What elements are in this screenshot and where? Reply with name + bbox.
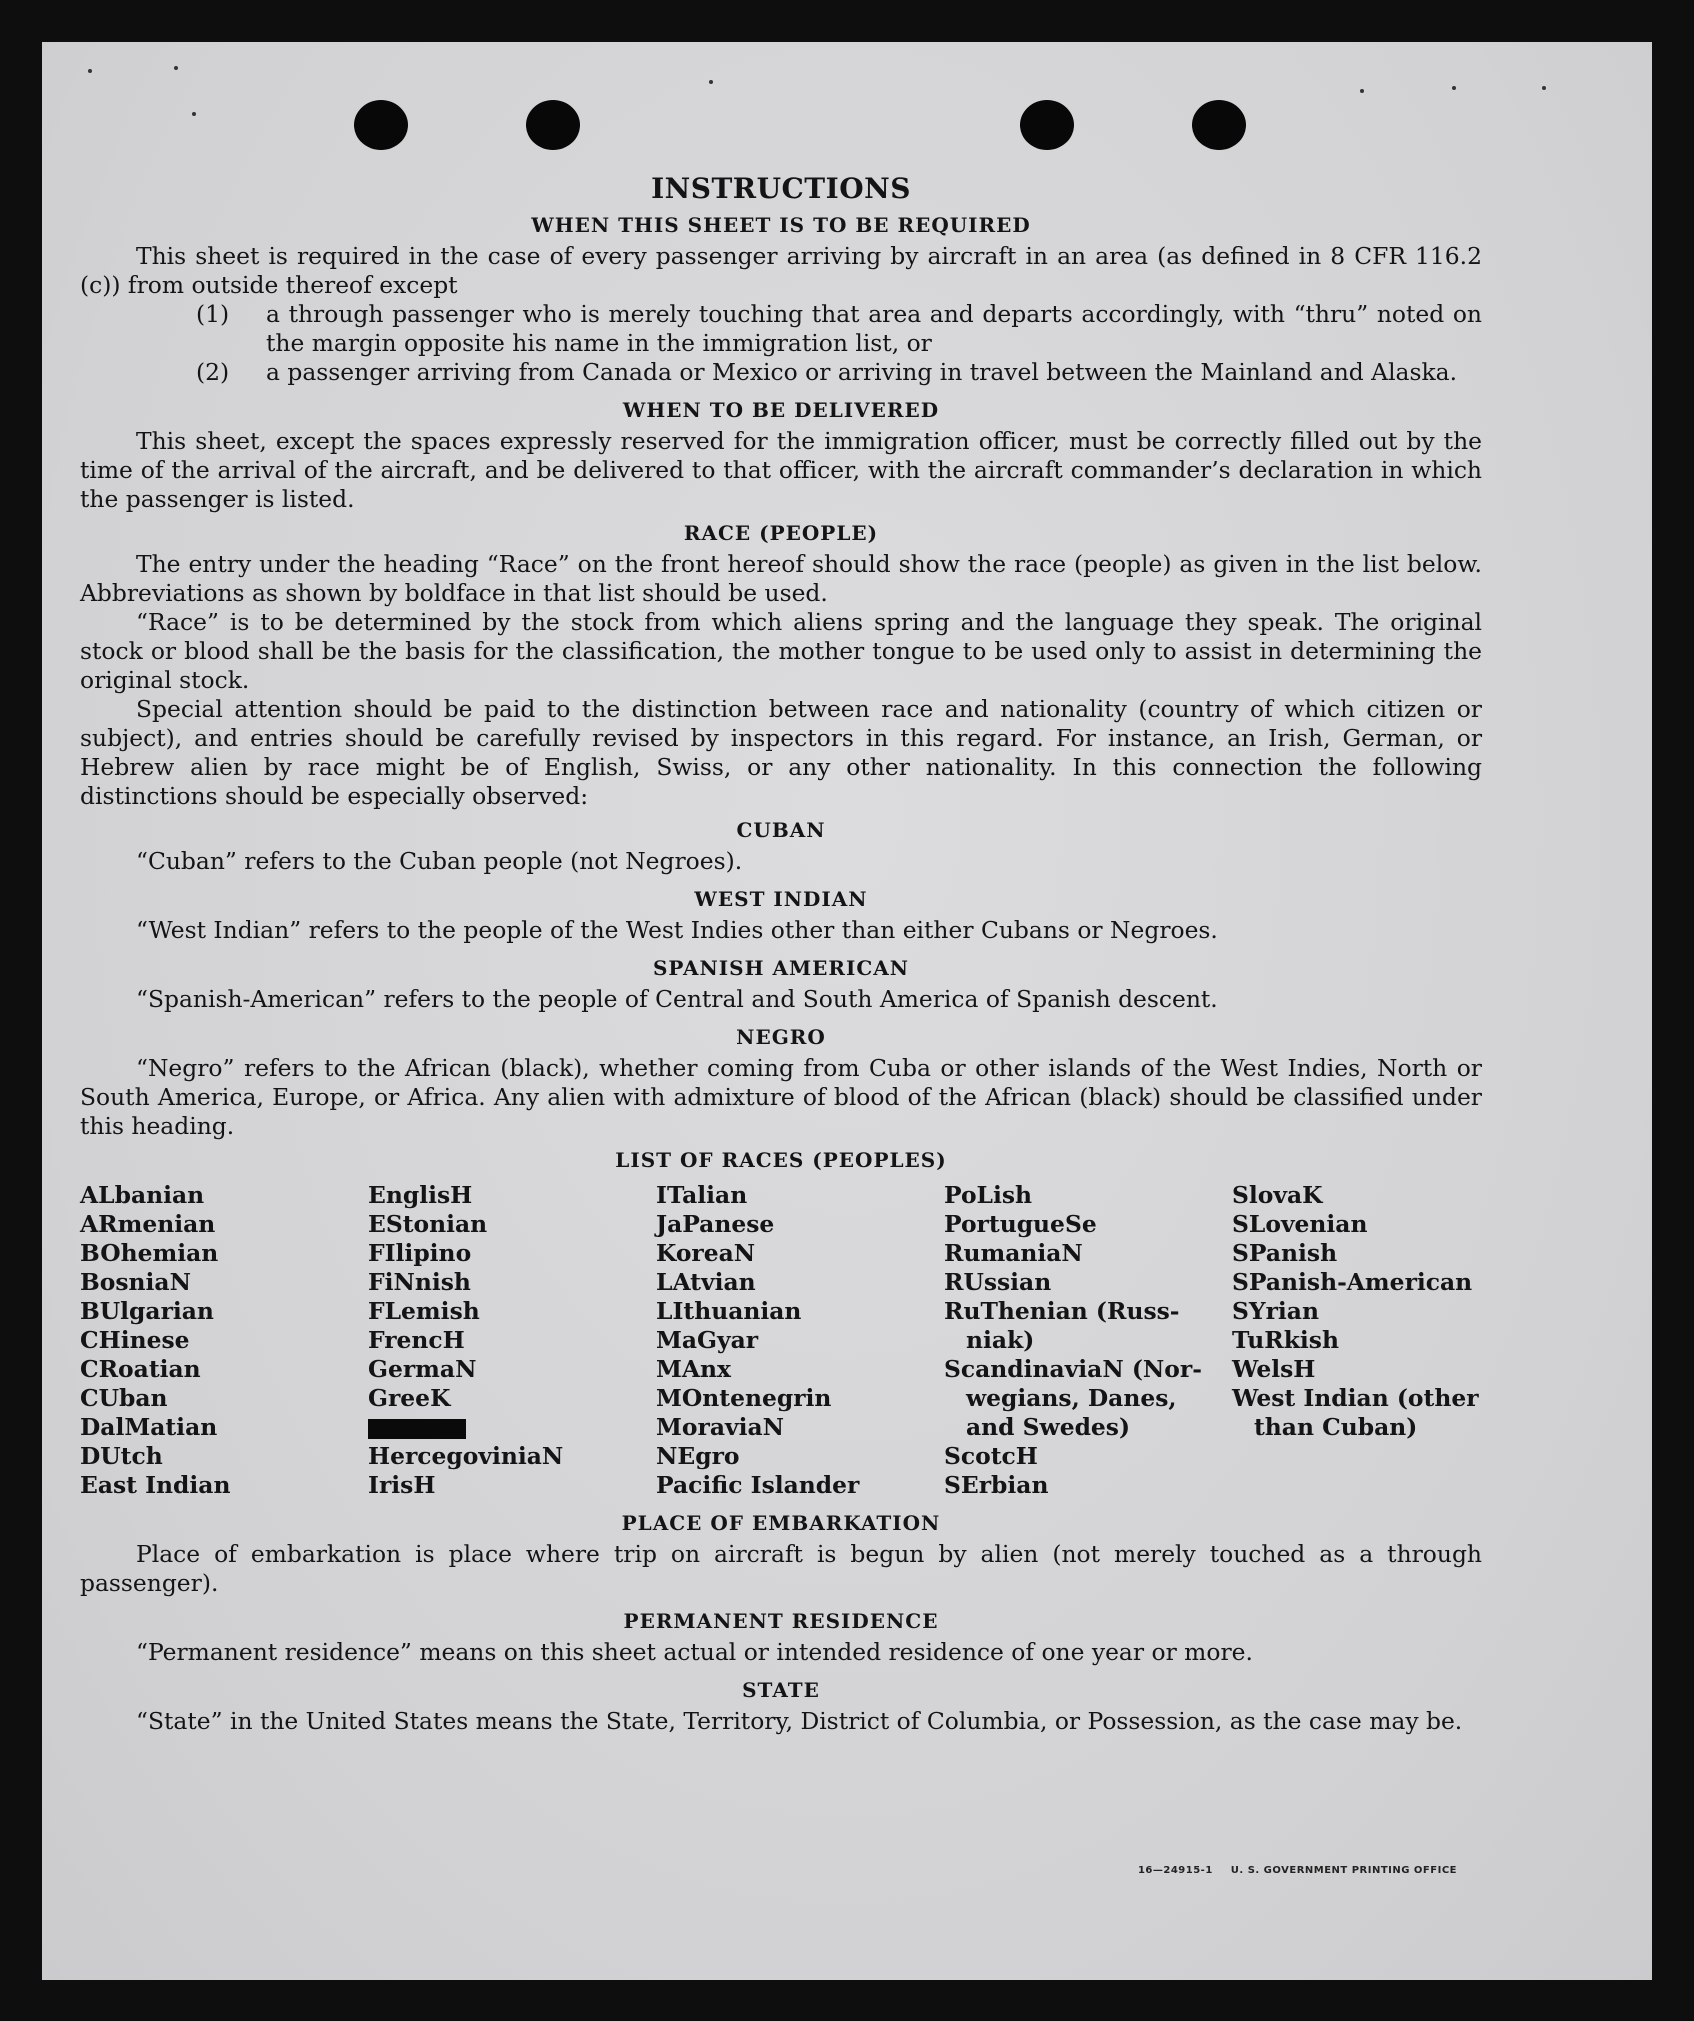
residence-text: “Permanent residence” means on this sheet actual or intended residence of one year or more. (136, 1638, 1253, 1666)
race-entry: LIthuanian (656, 1297, 802, 1325)
heading-required: WHEN THIS SHEET IS TO BE REQUIRED (531, 213, 1031, 237)
race-entry: CRoatian (80, 1355, 201, 1383)
printer-imprint: U. S. GOVERNMENT PRINTING OFFICE (1230, 1865, 1457, 1876)
race-paragraph: “Race” is to be determined by the stock from which aliens spring and the language they speak. The original stock or blood shall be the basis for the classification, the mother tongue to be used only to assist in determining the original stock. (80, 608, 1482, 694)
race-entry: ScandinaviaN (Nor- (944, 1355, 1202, 1383)
punch-hole (526, 100, 580, 150)
race-entry: SErbian (944, 1471, 1049, 1499)
document-sheet (42, 42, 1652, 1980)
redacted-entry (368, 1413, 656, 1442)
heading-list-of-races: LIST OF RACES (PEOPLES) (615, 1148, 947, 1172)
race-paragraph: The entry under the heading “Race” on the front hereof should show the race (people) as given in the list below. Abbreviations as shown by boldface in that list should be used. (80, 550, 1482, 607)
embarkation-text: Place of embarkation is place where trip on aircraft is begun by alien (not merely touched as a through passenger). (80, 1540, 1482, 1597)
cuban-text: “Cuban” refers to the Cuban people (not Negroes). (136, 847, 743, 875)
races-column (944, 1181, 1232, 1500)
race-entry: PoLish (944, 1181, 1033, 1209)
race-entry: FIlipino (368, 1239, 472, 1267)
punch-hole (1192, 100, 1246, 150)
races-column (656, 1181, 944, 1500)
race-entry: KoreaN (656, 1239, 756, 1267)
printer-footer (1120, 1865, 1457, 1876)
races-list (80, 1181, 1482, 1500)
race-entry: BUlgarian (80, 1297, 214, 1325)
race-entry: PortugueSe (944, 1210, 1097, 1238)
race-entry: GreeK (368, 1384, 451, 1412)
race-entry: ALbanian (80, 1181, 205, 1209)
race-entry: JaPanese (656, 1210, 775, 1238)
state-text: “State” in the United States means the State, Territory, District of Columbia, or Possession, as the case may be. (136, 1707, 1463, 1735)
race-entry-continued: wegians, Danes, (966, 1384, 1177, 1412)
speck (1360, 89, 1364, 93)
race-entry: FiNnish (368, 1268, 471, 1296)
heading-embarkation: PLACE OF EMBARKATION (621, 1511, 941, 1535)
race-entry: EStonian (368, 1210, 488, 1238)
race-entry: HercegoviniaN (368, 1442, 564, 1470)
heading-west-indian: WEST INDIAN (694, 887, 868, 911)
item-number: (2) (196, 358, 230, 386)
races-column (80, 1181, 368, 1500)
race-entry: FLemish (368, 1297, 480, 1325)
heading-state: STATE (742, 1678, 820, 1702)
race-entry: SPanish (1232, 1239, 1338, 1267)
item-text: a through passenger who is merely touching that area and departs accordingly, with “thru” noted on the margin opposite his name in the immigration list, or (266, 300, 1482, 357)
punch-hole (1020, 100, 1074, 150)
speck (1452, 86, 1456, 90)
heading-spanish-american: SPANISH AMERICAN (652, 956, 910, 980)
race-entry: LAtvian (656, 1268, 756, 1296)
race-entry: RuThenian (Russ- (944, 1297, 1180, 1325)
race-paragraph: Special attention should be paid to the distinction between race and nationality (country of which citizen or subject), and entries should be carefully revised by inspectors in this regard. For instance, an Irish, German, or Hebrew alien by race might be of English, Swiss, or any other nationality. In this connection the following distinctions should be especially observed: (80, 695, 1482, 810)
race-entry: MAnx (656, 1355, 731, 1383)
speck (88, 69, 92, 73)
race-entry: RumaniaN (944, 1239, 1083, 1267)
race-entry: GermaN (368, 1355, 477, 1383)
races-column (1232, 1181, 1520, 1500)
races-column (368, 1181, 656, 1500)
speck (709, 80, 713, 84)
race-entry: ARmenian (80, 1210, 216, 1238)
race-entry-continued: than Cuban) (1254, 1413, 1418, 1441)
item-text: a passenger arriving from Canada or Mexico or arriving in travel between the Mainland and Alaska. (266, 358, 1458, 386)
page-title: INSTRUCTIONS (651, 172, 911, 205)
race-entry: ScotcH (944, 1442, 1038, 1470)
race-entry: SLovenian (1232, 1210, 1368, 1238)
heading-race: RACE (PEOPLE) (683, 521, 879, 545)
race-entry: CUban (80, 1384, 168, 1412)
race-entry: RUssian (944, 1268, 1052, 1296)
race-entry: West Indian (other (1232, 1384, 1479, 1412)
race-entry: SPanish-American (1232, 1268, 1473, 1296)
race-entry: NEgro (656, 1442, 740, 1470)
race-entry: BosniaN (80, 1268, 191, 1296)
required-intro: This sheet is required in the case of every passenger arriving by aircraft in an area (as defined in 8 CFR 116.2 (c)) from outside thereof except (80, 242, 1482, 299)
list-item (196, 358, 1482, 387)
race-entry: SYrian (1232, 1297, 1319, 1325)
race-entry: BOhemian (80, 1239, 219, 1267)
heading-residence: PERMANENT RESIDENCE (623, 1609, 939, 1633)
delivered-text: This sheet, except the spaces expressly reserved for the immigration officer, must be correctly filled out by the time of the arrival of the aircraft, and be delivered to that officer, with the aircraft commander’s declaration in which the passenger is listed. (80, 427, 1482, 513)
speck (192, 112, 196, 116)
punch-hole (354, 100, 408, 150)
race-entry: ITalian (656, 1181, 748, 1209)
race-entry: MoraviaN (656, 1413, 784, 1441)
race-entry: DalMatian (80, 1413, 218, 1441)
west-indian-text: “West Indian” refers to the people of the West Indies other than either Cubans or Negroes. (136, 916, 1218, 944)
speck (174, 66, 178, 70)
speck (1542, 86, 1546, 90)
spanish-american-text: “Spanish-American” refers to the people of Central and South America of Spanish descent. (136, 985, 1218, 1013)
race-entry: East Indian (80, 1471, 231, 1499)
negro-text: “Negro” refers to the African (black), whether coming from Cuba or other islands of the West Indies, North or South America, Europe, or Africa. Any alien with admixture of blood of the African (black) should be classified under this heading. (80, 1054, 1482, 1140)
race-entry-continued: and Swedes) (966, 1413, 1131, 1441)
redaction-bar (368, 1419, 466, 1439)
race-entry: FrencH (368, 1326, 465, 1354)
race-entry: MaGyar (656, 1326, 759, 1354)
heading-delivered: WHEN TO BE DELIVERED (622, 398, 940, 422)
race-entry: IrisH (368, 1471, 436, 1499)
race-entry: MOntenegrin (656, 1384, 832, 1412)
race-entry: DUtch (80, 1442, 163, 1470)
race-entry: TuRkish (1232, 1326, 1339, 1354)
heading-negro: NEGRO (736, 1025, 826, 1049)
form-number: 16—24915-1 (1137, 1865, 1213, 1876)
instructions-content (80, 172, 1482, 1736)
heading-cuban: CUBAN (736, 818, 826, 842)
race-entry: SlovaK (1232, 1181, 1323, 1209)
item-number: (1) (196, 300, 230, 328)
race-entry: Pacific Islander (656, 1471, 860, 1499)
race-entry: CHinese (80, 1326, 190, 1354)
list-item (196, 300, 1482, 358)
race-entry-continued: niak) (966, 1326, 1035, 1354)
race-entry: EnglisH (368, 1181, 473, 1209)
race-entry: WelsH (1232, 1355, 1316, 1383)
